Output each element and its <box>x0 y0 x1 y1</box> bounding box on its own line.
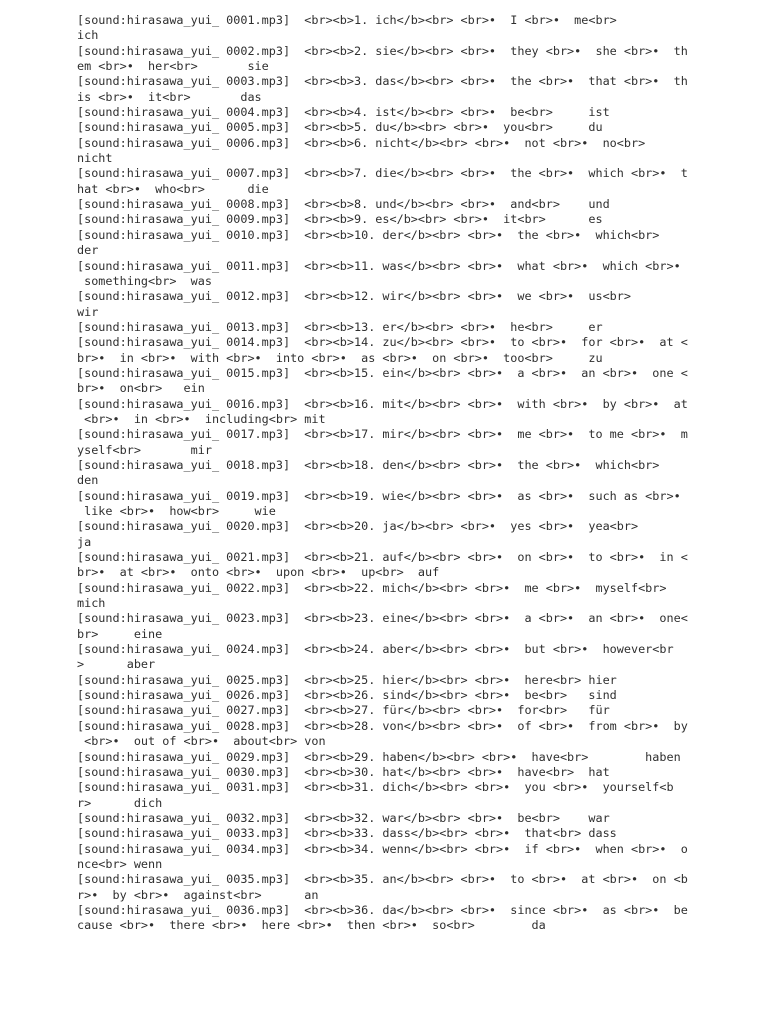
text-line: [sound:hirasawa_yui_ 0033.mp3] <br><b>33. dass</b><br> <br>• that<br> dass <box>77 826 617 841</box>
text-line: cause <br>• there <br>• here <br>• then <br>• so<br> da <box>77 918 546 933</box>
text-line: mich <box>77 596 106 611</box>
text-line: [sound:hirasawa_yui_ 0014.mp3] <br><b>14. zu</b><br> <br>• to <br>• for <br>• at < <box>77 335 688 350</box>
text-line: [sound:hirasawa_yui_ 0020.mp3] <br><b>20. ja</b><br> <br>• yes <br>• yea<br> <box>77 519 639 534</box>
text-line: [sound:hirasawa_yui_ 0001.mp3] <br><b>1. ich</b><br> <br>• I <br>• me<br> <box>77 13 617 27</box>
text-line: [sound:hirasawa_yui_ 0009.mp3] <br><b>9. es</b><br> <br>• it<br> es <box>77 212 603 227</box>
text-line: [sound:hirasawa_yui_ 0017.mp3] <br><b>17. mir</b><br> <br>• me <br>• to me <br>• m <box>77 427 688 442</box>
text-line: [sound:hirasawa_yui_ 0036.mp3] <br><b>36. da</b><br> <br>• since <br>• as <br>• be <box>77 902 688 917</box>
text-line: [sound:hirasawa_yui_ 0015.mp3] <br><b>15. ein</b><br> <br>• a <br>• an <br>• one < <box>77 365 688 380</box>
text-line: [sound:hirasawa_yui_ 0008.mp3] <br><b>8. und</b><br> <br>• and<br> und <box>77 197 610 212</box>
text-line: br>• in <br>• with <br>• into <br>• as <br>• on <br>• too<br> zu <box>77 350 603 365</box>
text-line: [sound:hirasawa_yui_ 0027.mp3] <br><b>27. für</b><br> <br>• for<br> für <box>77 703 610 718</box>
text-line: [sound:hirasawa_yui_ 0026.mp3] <br><b>26. sind</b><br> <br>• be<br> sind <box>77 688 617 703</box>
text-document <box>77 13 727 934</box>
text-line: den <box>77 473 99 488</box>
text-line: ja <box>77 534 92 549</box>
text-line: wir <box>77 304 99 319</box>
text-line: [sound:hirasawa_yui_ 0029.mp3] <br><b>29. haben</b><br> <br>• have<br> haben <box>77 749 681 764</box>
text-line: ich <box>77 28 99 43</box>
text-line: something<br> was <box>77 273 212 288</box>
text-line: [sound:hirasawa_yui_ 0018.mp3] <br><b>18. den</b><br> <br>• the <br>• which<br> <box>77 457 660 472</box>
text-line: [sound:hirasawa_yui_ 0016.mp3] <br><b>16. mit</b><br> <br>• with <br>• by <br>• at <box>77 396 688 411</box>
text-line: [sound:hirasawa_yui_ 0021.mp3] <br><b>21. auf</b><br> <br>• on <br>• to <br>• in < <box>77 550 688 565</box>
text-line: [sound:hirasawa_yui_ 0035.mp3] <br><b>35. an</b><br> <br>• to <br>• at <br>• on <b <box>77 872 688 887</box>
text-line: br>• at <br>• onto <br>• upon <br>• up<br> auf <box>77 565 440 580</box>
text-line: like <br>• how<br> wie <box>77 504 276 518</box>
text-line: [sound:hirasawa_yui_ 0034.mp3] <br><b>34. wenn</b><br> <br>• if <br>• when <br>• o <box>77 841 688 856</box>
text-line: [sound:hirasawa_yui_ 0013.mp3] <br><b>13. er</b><br> <br>• he<br> er <box>77 319 603 334</box>
text-line: yself<br> mir <box>77 442 212 457</box>
text-line: <br>• in <br>• including<br> mit <box>77 411 326 426</box>
text-line: [sound:hirasawa_yui_ 0011.mp3] <br><b>11. was</b><br> <br>• what <br>• which <br>• <box>77 258 681 273</box>
text-line: der <box>77 243 99 258</box>
text-line: hat <br>• who<br> die <box>77 181 269 196</box>
text-line: [sound:hirasawa_yui_ 0024.mp3] <br><b>24. aber</b><br> <br>• but <br>• however<br <box>77 642 674 657</box>
text-line: [sound:hirasawa_yui_ 0003.mp3] <br><b>3. das</b><br> <br>• the <br>• that <br>• th <box>77 74 688 89</box>
text-line: [sound:hirasawa_yui_ 0028.mp3] <br><b>28. von</b><br> <br>• of <br>• from <br>• by <box>77 718 688 733</box>
text-line: [sound:hirasawa_yui_ 0022.mp3] <br><b>22. mich</b><br> <br>• me <br>• myself<br> <box>77 580 667 595</box>
text-line: [sound:hirasawa_yui_ 0005.mp3] <br><b>5. du</b><br> <br>• you<br> du <box>77 120 603 135</box>
text-line: [sound:hirasawa_yui_ 0019.mp3] <br><b>19. wie</b><br> <br>• as <br>• such as <br>• <box>77 488 681 503</box>
text-line: [sound:hirasawa_yui_ 0032.mp3] <br><b>32. war</b><br> <br>• be<br> war <box>77 810 610 825</box>
text-line: > aber <box>77 657 156 672</box>
text-line: [sound:hirasawa_yui_ 0007.mp3] <br><b>7. die</b><br> <br>• the <br>• which <br>• t <box>77 166 688 181</box>
text-line: [sound:hirasawa_yui_ 0012.mp3] <br><b>12. wir</b><br> <br>• we <br>• us<br> <box>77 289 631 304</box>
text-line: r>• by <br>• against<br> an <box>77 887 319 902</box>
text-line: [sound:hirasawa_yui_ 0031.mp3] <br><b>31. dich</b><br> <br>• you <br>• yourself<b <box>77 780 674 795</box>
text-line: [sound:hirasawa_yui_ 0010.mp3] <br><b>10. der</b><br> <br>• the <br>• which<br> <box>77 227 660 242</box>
text-line: [sound:hirasawa_yui_ 0023.mp3] <br><b>23. eine</b><br> <br>• a <br>• an <br>• one< <box>77 611 688 626</box>
text-line: [sound:hirasawa_yui_ 0002.mp3] <br><b>2. sie</b><br> <br>• they <br>• she <br>• th <box>77 43 688 58</box>
text-line: [sound:hirasawa_yui_ 0030.mp3] <br><b>30. hat</b><br> <br>• have<br> hat <box>77 764 610 779</box>
text-line: [sound:hirasawa_yui_ 0004.mp3] <br><b>4. ist</b><br> <br>• be<br> ist <box>77 105 610 120</box>
text-line: [sound:hirasawa_yui_ 0006.mp3] <br><b>6. nicht</b><br> <br>• not <br>• no<br> <box>77 135 646 150</box>
text-line: <br>• out of <br>• about<br> von <box>77 734 326 749</box>
text-line: [sound:hirasawa_yui_ 0025.mp3] <br><b>25. hier</b><br> <br>• here<br> hier <box>77 672 617 687</box>
text-line: nce<br> wenn <box>77 856 163 871</box>
text-line: br>• on<br> ein <box>77 381 205 396</box>
text-line: is <br>• it<br> das <box>77 89 262 104</box>
text-line: r> dich <box>77 795 163 810</box>
text-line: nicht <box>77 151 113 166</box>
text-line: em <br>• her<br> sie <box>77 59 269 74</box>
text-line: br> eine <box>77 626 163 641</box>
